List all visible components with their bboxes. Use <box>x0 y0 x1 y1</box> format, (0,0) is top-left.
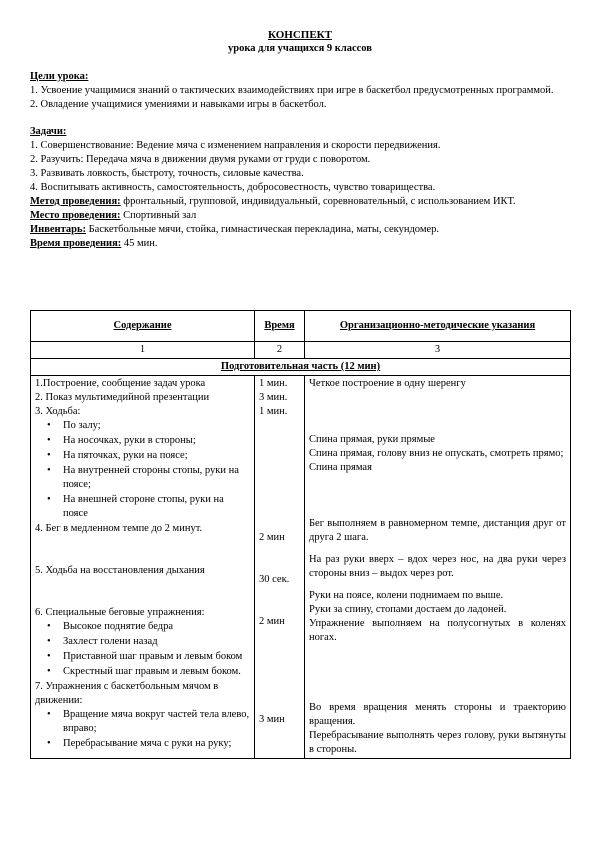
time-value: 1 мин. <box>259 406 288 417</box>
guideline: Перебрасывание выполнять через голову, руки вытянуты в стороны. <box>309 730 566 755</box>
list-item: • На носочках, руки в стороны; <box>45 434 250 448</box>
lesson-table <box>30 310 571 759</box>
list-item: • Перебрасывание мяча с руки на руку; <box>45 737 250 751</box>
time-value: 2 мин <box>259 532 285 543</box>
task-item: 3. Развивать ловкость, быстроту, точность, силовые качества. <box>30 168 304 179</box>
run-list <box>35 620 250 679</box>
list-item: • По залу; <box>45 419 250 433</box>
goal-item: 2. Овладение учащимися умениями и навыками игры в баскетбол. <box>30 99 327 110</box>
place-value: Спортивный зал <box>120 210 197 221</box>
guideline: Спина прямая, голову вниз не опускать, смотреть прямо; <box>309 448 564 459</box>
method-label: Метод проведения: <box>30 196 121 207</box>
column-number: 2 <box>255 342 305 359</box>
document-title: КОНСПЕКТ <box>268 29 332 41</box>
ball-list <box>35 708 250 751</box>
guideline: Спина прямая <box>309 462 372 473</box>
walk-list <box>35 419 250 521</box>
table-number-row <box>31 342 571 359</box>
document-subtitle: урока для учащихся 9 классов <box>228 43 372 54</box>
content-line: 1.Построение, сообщение задач урока <box>35 378 206 389</box>
content-line: 4. Бег в медленном темпе до 2 минут. <box>35 523 203 534</box>
time-label: Время проведения: <box>30 238 122 249</box>
list-item: • Приставной шаг правым и левым боком <box>45 650 250 664</box>
section-title: Подготовительная часть (12 мин) <box>31 359 571 376</box>
place-label: Место проведения: <box>30 210 121 221</box>
content-line: 7. Упражнения с баскетбольным мячом в движении: <box>35 681 219 706</box>
header-time: Время <box>255 311 305 342</box>
task-item: 1. Совершенствование: Ведение мяча с изменением направления и скорости передвижения. <box>30 140 441 151</box>
column-number: 3 <box>305 342 571 359</box>
table-body-row <box>31 376 571 759</box>
method-value: фронтальный, групповой, индивидуальный, соревновательный, с использованием ИКТ. <box>120 196 516 207</box>
guidelines-cell <box>305 376 571 759</box>
content-line: 6. Специальные беговые упражнения: <box>35 607 205 618</box>
guideline: Четкое построение в одну шеренгу <box>309 378 466 389</box>
content-cell <box>31 376 255 759</box>
list-item: • Высокое поднятие бедра <box>45 620 250 634</box>
time-value: 3 мин. <box>259 392 288 403</box>
guideline: Спина прямая, руки прямые <box>309 434 435 445</box>
list-item: • Захлест голени назад <box>45 635 250 649</box>
list-item: • На пяточках, руки на поясе; <box>45 449 250 463</box>
task-item: 2. Разучить: Передача мяча в движении двумя руками от груди с поворотом. <box>30 154 371 165</box>
header-guidelines: Организационно-методические указания <box>305 311 571 342</box>
header-content: Содержание <box>31 311 255 342</box>
guideline: Руки на поясе, колени поднимаем по выше. <box>309 590 504 601</box>
document-header <box>30 28 570 251</box>
inventory-line <box>30 223 570 237</box>
time-line <box>30 237 570 251</box>
guideline: Бег выполняем в равномерном темпе, дистанция друг от друга 2 шага. <box>309 518 566 543</box>
list-item: • Вращение мяча вокруг частей тела влево, вправо; <box>45 708 250 736</box>
guideline: Во время вращения менять стороны и траекторию вращения. <box>309 702 566 727</box>
content-line: 2. Показ мультимедийной презентации <box>35 392 210 403</box>
task-item: 4. Воспитывать активность, самостоятельность, добросовестность, чувство товарищества. <box>30 182 436 193</box>
list-item: • На внешней стороне стопы, руки на поясе <box>45 493 250 521</box>
inventory-label: Инвентарь: <box>30 224 87 235</box>
time-value: 30 сек. <box>259 574 290 585</box>
time-value: 2 мин <box>259 616 285 627</box>
goals-heading: Цели урока: <box>30 71 89 82</box>
list-item: • На внутренней стороны стопы, руки на поясе; <box>45 464 250 492</box>
content-line: 3. Ходьба: <box>35 406 81 417</box>
place-line <box>30 209 570 223</box>
time-value: 45 мин. <box>121 238 158 249</box>
time-value: 3 мин <box>259 714 285 725</box>
guideline: Упражнение выполняем на полусогнутых в коленях ногах. <box>309 618 566 643</box>
time-cell <box>255 376 305 759</box>
guideline: На раз руки вверх – вдох через нос, на два руки через стороны вниз – выдох через рот. <box>309 554 566 579</box>
tasks-heading: Задачи: <box>30 126 67 137</box>
goal-item: 1. Усвоение учащимися знаний о тактических взаимодействиях при игре в баскетбол предусмотренных программой. <box>30 85 554 96</box>
time-value: 1 мин. <box>259 378 288 389</box>
table-header-row <box>31 311 571 342</box>
guideline: Руки за спину, стопами достаем до ладоней. <box>309 604 507 615</box>
content-line: 5. Ходьба на восстановления дыхания <box>35 565 205 576</box>
column-number: 1 <box>31 342 255 359</box>
list-item: • Скрестный шаг правым и левым боком. <box>45 665 250 679</box>
inventory-value: Баскетбольные мячи, стойка, гимнастическая перекладина, маты, секундомер. <box>86 224 440 235</box>
section-row <box>31 359 571 376</box>
method-line <box>30 195 570 209</box>
